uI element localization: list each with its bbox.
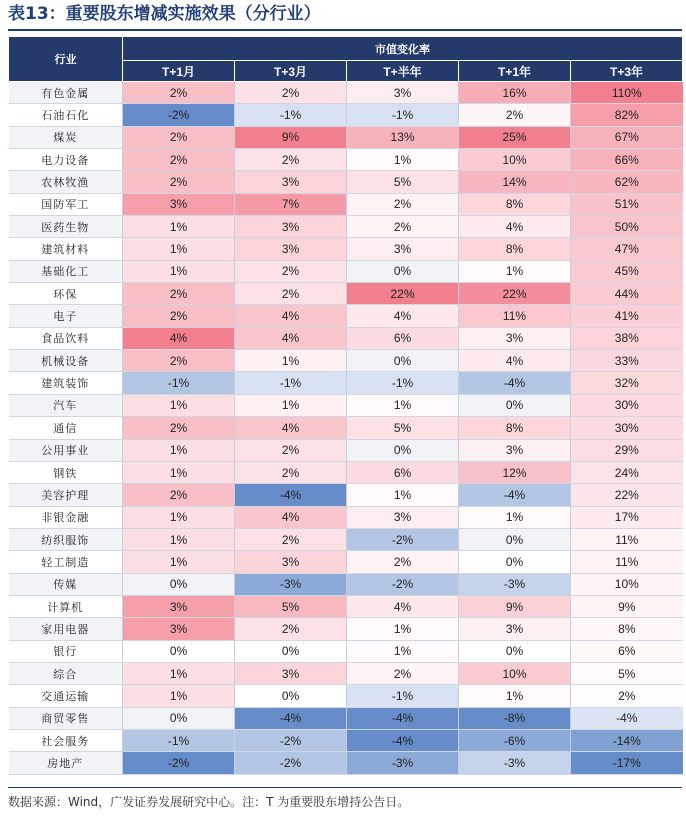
table-row <box>9 506 683 528</box>
value-cell: 1% <box>123 394 235 416</box>
value-cell: 0% <box>347 350 459 372</box>
value-cell: 22% <box>459 283 571 305</box>
value-cell: 2% <box>235 283 347 305</box>
value-cell: 2% <box>123 484 235 506</box>
value-cell: -17% <box>571 752 683 774</box>
value-cell: 3% <box>235 551 347 573</box>
industry-name: 商贸零售 <box>9 707 123 729</box>
industry-name: 煤炭 <box>9 126 123 148</box>
period-header: T+1月 <box>123 61 235 82</box>
value-cell: 14% <box>459 171 571 193</box>
industry-column-header: 行业 <box>9 37 123 82</box>
value-cell: -1% <box>123 372 235 394</box>
industry-effect-table <box>8 36 683 775</box>
table-row <box>9 461 683 483</box>
value-cell: 1% <box>459 260 571 282</box>
value-cell: 4% <box>235 305 347 327</box>
value-cell: 82% <box>571 104 683 126</box>
value-cell: 17% <box>571 506 683 528</box>
value-cell: 2% <box>123 305 235 327</box>
value-cell: -4% <box>571 707 683 729</box>
value-cell: -4% <box>347 707 459 729</box>
value-cell: 1% <box>123 551 235 573</box>
value-cell: 2% <box>235 439 347 461</box>
value-cell: 2% <box>571 685 683 707</box>
value-cell: 25% <box>459 126 571 148</box>
table-row <box>9 573 683 595</box>
industry-name: 国防军工 <box>9 193 123 215</box>
industry-name: 有色金属 <box>9 82 123 104</box>
value-cell: -1% <box>347 104 459 126</box>
value-cell: 4% <box>235 327 347 349</box>
value-cell: 8% <box>459 417 571 439</box>
value-cell: 2% <box>235 461 347 483</box>
industry-name: 综合 <box>9 662 123 684</box>
value-cell: 0% <box>123 707 235 729</box>
value-cell: -2% <box>235 752 347 774</box>
value-cell: -3% <box>235 573 347 595</box>
period-header: T+3月 <box>235 61 347 82</box>
table-row <box>9 551 683 573</box>
value-cell: 0% <box>459 640 571 662</box>
industry-name: 公用事业 <box>9 439 123 461</box>
industry-name: 医药生物 <box>9 216 123 238</box>
value-cell: 3% <box>459 327 571 349</box>
value-cell: 7% <box>235 193 347 215</box>
table-row <box>9 216 683 238</box>
industry-name: 建筑材料 <box>9 238 123 260</box>
table-row <box>9 618 683 640</box>
title-divider <box>8 29 682 31</box>
value-cell: 1% <box>347 149 459 171</box>
value-cell: 1% <box>123 238 235 260</box>
value-cell: 1% <box>123 662 235 684</box>
table-row <box>9 82 683 104</box>
industry-name: 美容护理 <box>9 484 123 506</box>
industry-name: 家用电器 <box>9 618 123 640</box>
value-cell: 2% <box>347 193 459 215</box>
value-cell: -1% <box>235 372 347 394</box>
source-note: 数据来源：Wind，广发证券发展研究中心。注：T 为重要股东增持公告日。 <box>8 795 410 809</box>
table-row <box>9 417 683 439</box>
value-cell: 0% <box>459 528 571 550</box>
value-cell: 0% <box>459 394 571 416</box>
value-cell: 5% <box>571 662 683 684</box>
value-cell: 3% <box>459 439 571 461</box>
value-cell: 6% <box>571 640 683 662</box>
value-cell: 8% <box>459 193 571 215</box>
industry-name: 食品饮料 <box>9 327 123 349</box>
value-cell: 1% <box>459 506 571 528</box>
value-cell: 4% <box>235 506 347 528</box>
value-cell: 11% <box>459 305 571 327</box>
table-row <box>9 439 683 461</box>
industry-name: 非银金融 <box>9 506 123 528</box>
value-cell: 1% <box>123 216 235 238</box>
industry-name: 传媒 <box>9 573 123 595</box>
value-cell: -3% <box>347 752 459 774</box>
value-cell: 2% <box>123 171 235 193</box>
table-row <box>9 283 683 305</box>
bottom-divider <box>8 787 682 788</box>
value-cell: 33% <box>571 350 683 372</box>
value-cell: 0% <box>123 573 235 595</box>
value-cell: 30% <box>571 417 683 439</box>
value-cell: 1% <box>235 394 347 416</box>
value-cell: 8% <box>571 618 683 640</box>
market-cap-change-header: 市值变化率 <box>123 37 683 61</box>
value-cell: 0% <box>123 640 235 662</box>
value-cell: 6% <box>347 461 459 483</box>
value-cell: -8% <box>459 707 571 729</box>
industry-name: 电力设备 <box>9 149 123 171</box>
value-cell: 2% <box>235 618 347 640</box>
value-cell: 47% <box>571 238 683 260</box>
value-cell: 38% <box>571 327 683 349</box>
table-row <box>9 729 683 751</box>
value-cell: 5% <box>347 417 459 439</box>
value-cell: 3% <box>235 171 347 193</box>
value-cell: 3% <box>123 595 235 617</box>
table-row <box>9 595 683 617</box>
value-cell: 2% <box>123 283 235 305</box>
value-cell: -2% <box>235 729 347 751</box>
value-cell: 1% <box>347 394 459 416</box>
value-cell: 2% <box>123 417 235 439</box>
period-header: T+3年 <box>571 61 683 82</box>
value-cell: 4% <box>459 350 571 372</box>
table-row <box>9 171 683 193</box>
value-cell: 41% <box>571 305 683 327</box>
value-cell: 2% <box>347 662 459 684</box>
value-cell: 66% <box>571 149 683 171</box>
value-cell: 6% <box>347 327 459 349</box>
value-cell: 1% <box>347 640 459 662</box>
value-cell: 32% <box>571 372 683 394</box>
table-row <box>9 394 683 416</box>
table-row <box>9 372 683 394</box>
value-cell: 50% <box>571 216 683 238</box>
value-cell: -2% <box>347 528 459 550</box>
table-row <box>9 685 683 707</box>
value-cell: 62% <box>571 171 683 193</box>
value-cell: 0% <box>459 551 571 573</box>
value-cell: 2% <box>123 350 235 372</box>
value-cell: 12% <box>459 461 571 483</box>
value-cell: 0% <box>235 640 347 662</box>
value-cell: -3% <box>459 752 571 774</box>
value-cell: -4% <box>459 484 571 506</box>
industry-name: 银行 <box>9 640 123 662</box>
table-row <box>9 238 683 260</box>
value-cell: 3% <box>123 618 235 640</box>
value-cell: 5% <box>235 595 347 617</box>
value-cell: 29% <box>571 439 683 461</box>
value-cell: 2% <box>123 149 235 171</box>
industry-name: 农林牧渔 <box>9 171 123 193</box>
value-cell: -1% <box>235 104 347 126</box>
value-cell: 3% <box>235 238 347 260</box>
value-cell: 1% <box>123 260 235 282</box>
industry-name: 石油石化 <box>9 104 123 126</box>
value-cell: 2% <box>235 149 347 171</box>
value-cell: 2% <box>123 126 235 148</box>
industry-name: 电子 <box>9 305 123 327</box>
value-cell: 1% <box>123 439 235 461</box>
value-cell: 2% <box>235 260 347 282</box>
value-cell: 11% <box>571 528 683 550</box>
industry-name: 交通运输 <box>9 685 123 707</box>
value-cell: 0% <box>347 439 459 461</box>
value-cell: 3% <box>123 193 235 215</box>
value-cell: 9% <box>571 595 683 617</box>
table-row <box>9 327 683 349</box>
value-cell: -4% <box>235 484 347 506</box>
table-row <box>9 662 683 684</box>
value-cell: 2% <box>123 82 235 104</box>
value-cell: 1% <box>347 484 459 506</box>
value-cell: 2% <box>235 82 347 104</box>
value-cell: 24% <box>571 461 683 483</box>
table-title: 表13：重要股东增减实施效果（分行业） <box>8 4 321 24</box>
value-cell: 22% <box>347 283 459 305</box>
table-row <box>9 640 683 662</box>
value-cell: -6% <box>459 729 571 751</box>
value-cell: -4% <box>459 372 571 394</box>
value-cell: 1% <box>459 685 571 707</box>
value-cell: 1% <box>123 506 235 528</box>
table-row <box>9 260 683 282</box>
value-cell: 3% <box>347 238 459 260</box>
table-row <box>9 752 683 774</box>
value-cell: 3% <box>235 216 347 238</box>
value-cell: -1% <box>347 685 459 707</box>
industry-name: 房地产 <box>9 752 123 774</box>
table-row <box>9 104 683 126</box>
table-row <box>9 193 683 215</box>
value-cell: 3% <box>459 618 571 640</box>
value-cell: 10% <box>459 662 571 684</box>
value-cell: 2% <box>459 104 571 126</box>
value-cell: 1% <box>123 528 235 550</box>
table-body <box>9 82 683 775</box>
table-row <box>9 126 683 148</box>
value-cell: 2% <box>347 551 459 573</box>
value-cell: 44% <box>571 283 683 305</box>
value-cell: -4% <box>235 707 347 729</box>
table-row <box>9 528 683 550</box>
value-cell: -4% <box>347 729 459 751</box>
period-header: T+半年 <box>347 61 459 82</box>
industry-name: 环保 <box>9 283 123 305</box>
value-cell: 4% <box>347 595 459 617</box>
industry-name: 通信 <box>9 417 123 439</box>
value-cell: 9% <box>459 595 571 617</box>
table-row <box>9 484 683 506</box>
value-cell: 110% <box>571 82 683 104</box>
value-cell: 0% <box>347 260 459 282</box>
value-cell: 3% <box>347 506 459 528</box>
table-row <box>9 350 683 372</box>
value-cell: 11% <box>571 551 683 573</box>
value-cell: 16% <box>459 82 571 104</box>
table-row <box>9 305 683 327</box>
table-row <box>9 707 683 729</box>
value-cell: -1% <box>347 372 459 394</box>
value-cell: -2% <box>123 104 235 126</box>
value-cell: 2% <box>347 216 459 238</box>
industry-name: 计算机 <box>9 595 123 617</box>
value-cell: 22% <box>571 484 683 506</box>
industry-name: 纺织服饰 <box>9 528 123 550</box>
value-cell: 0% <box>235 685 347 707</box>
value-cell: 30% <box>571 394 683 416</box>
value-cell: -3% <box>459 573 571 595</box>
value-cell: 13% <box>347 126 459 148</box>
period-header: T+1年 <box>459 61 571 82</box>
industry-name: 轻工制造 <box>9 551 123 573</box>
value-cell: -1% <box>123 729 235 751</box>
value-cell: 2% <box>235 528 347 550</box>
value-cell: 4% <box>123 327 235 349</box>
value-cell: 4% <box>235 417 347 439</box>
value-cell: -2% <box>123 752 235 774</box>
value-cell: 45% <box>571 260 683 282</box>
value-cell: 51% <box>571 193 683 215</box>
value-cell: 3% <box>235 662 347 684</box>
value-cell: 3% <box>347 82 459 104</box>
value-cell: -2% <box>347 573 459 595</box>
value-cell: -14% <box>571 729 683 751</box>
industry-name: 建筑装饰 <box>9 372 123 394</box>
industry-name: 社会服务 <box>9 729 123 751</box>
value-cell: 10% <box>459 149 571 171</box>
industry-name: 钢铁 <box>9 461 123 483</box>
industry-name: 汽车 <box>9 394 123 416</box>
value-cell: 9% <box>235 126 347 148</box>
value-cell: 4% <box>459 216 571 238</box>
industry-name: 基础化工 <box>9 260 123 282</box>
value-cell: 10% <box>571 573 683 595</box>
value-cell: 8% <box>459 238 571 260</box>
value-cell: 5% <box>347 171 459 193</box>
value-cell: 67% <box>571 126 683 148</box>
table-row <box>9 149 683 171</box>
value-cell: 1% <box>123 685 235 707</box>
value-cell: 1% <box>123 461 235 483</box>
industry-name: 机械设备 <box>9 350 123 372</box>
value-cell: 1% <box>235 350 347 372</box>
value-cell: 4% <box>347 305 459 327</box>
value-cell: 1% <box>347 618 459 640</box>
